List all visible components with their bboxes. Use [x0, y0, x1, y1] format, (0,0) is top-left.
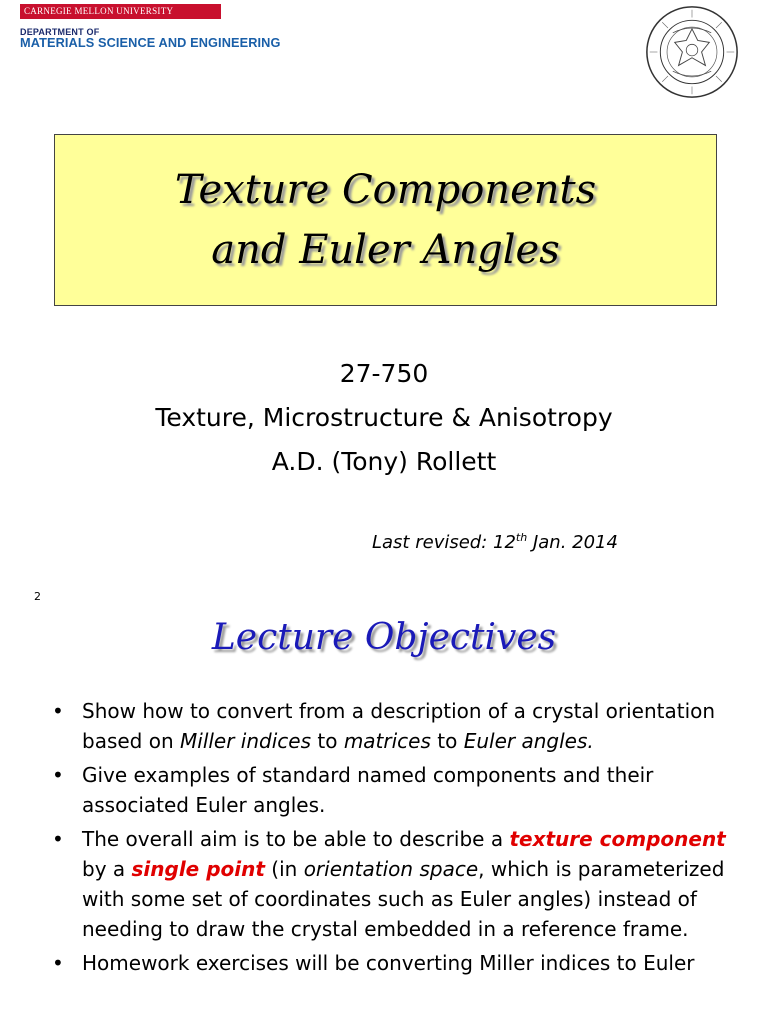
department-label: DEPARTMENT OF — [20, 27, 100, 37]
title-line-2: and Euler Angles — [211, 227, 560, 273]
bullet-icon: • — [52, 827, 64, 851]
text-segment: to — [311, 729, 344, 753]
text-segment: , which is parameterized with some set of coordinates such as Euler angles) instead of needing to draw the crystal embedded in a reference frame. — [82, 857, 725, 941]
objectives-list — [52, 696, 742, 982]
bullet-icon: • — [52, 951, 64, 975]
university-seal-icon — [644, 4, 740, 100]
list-item — [52, 948, 742, 978]
title-line-1: Texture Components — [174, 167, 597, 213]
revised-prefix: Last revised: 12 — [372, 532, 516, 553]
emphasis-term: texture component — [509, 827, 726, 851]
university-banner — [20, 4, 221, 19]
course-number: 27-750 — [339, 359, 429, 388]
last-revised — [372, 531, 618, 553]
revised-superscript: th — [515, 531, 528, 544]
emphasis-term: single point — [131, 857, 265, 881]
text-segment: Homework exercises will be converting Miller indices to Euler — [82, 951, 695, 975]
text-segment: (in — [264, 857, 304, 881]
text-segment: to — [430, 729, 464, 753]
text-segment: Show how to convert from a description of a crystal orientation based on — [82, 699, 716, 753]
italic-term: Euler angles. — [463, 729, 594, 753]
course-name: Texture, Microstructure & Anisotropy — [155, 403, 613, 432]
revised-date: Jan. 2014 — [527, 532, 618, 553]
text-segment: Give examples of standard named components and their associated Euler angles. — [82, 763, 654, 817]
course-info — [0, 352, 768, 484]
instructor-name: A.D. (Tony) Rollett — [271, 447, 497, 476]
list-item — [52, 696, 742, 756]
department-name: MATERIALS SCIENCE AND ENGINEERING — [20, 36, 281, 50]
italic-term: matrices — [343, 729, 431, 753]
bullet-icon: • — [52, 763, 64, 787]
italic-term: orientation space — [303, 857, 479, 881]
text-segment: by a — [82, 857, 132, 881]
text-segment: The overall aim is to be able to describe a — [82, 827, 510, 851]
bullet-icon: • — [52, 699, 64, 723]
title-box — [54, 134, 717, 306]
university-name: CARNEGIE MELLON UNIVERSITY — [24, 6, 174, 16]
slide-title — [175, 160, 596, 280]
objectives-title: Lecture Objectives — [211, 617, 557, 658]
page-number: 2 — [34, 590, 41, 603]
list-item — [52, 760, 742, 820]
list-item — [52, 824, 742, 944]
italic-term: Miller indices — [180, 729, 312, 753]
